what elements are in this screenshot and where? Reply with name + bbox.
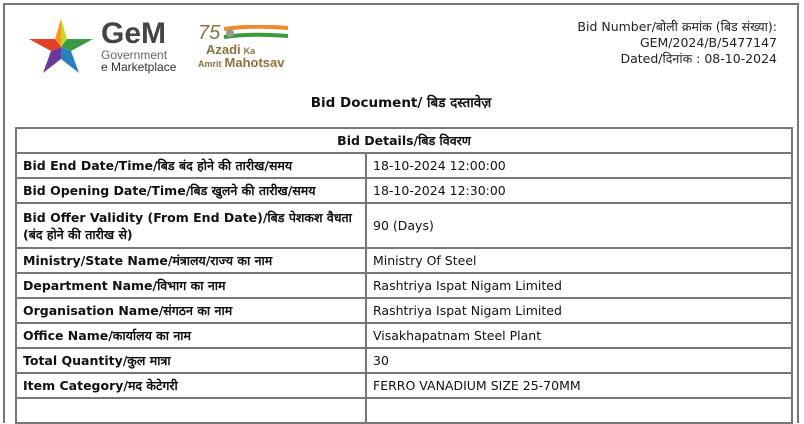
table-row [16,153,792,178]
azadi-number: 75 [198,22,221,44]
gem-logo-text: GeM [101,17,167,50]
gem-star-icon [27,17,95,75]
row-label: Bid Opening Date/Time/बिड खुलने की तारीख/समय [16,178,366,203]
row-label: Bid Offer Validity (From End Date)/बिड पेशकश वैधता (बंद होने की तारीख से) [16,203,366,248]
azadi-line1: Azadi [206,42,241,57]
gem-logo [27,17,176,75]
table-row [16,373,792,398]
table-row [16,298,792,323]
azadi-ka-amrit-mahotsav-logo [198,23,290,69]
gem-logo-sub1: Government [101,48,168,62]
row-value: FERRO VANADIUM SIZE 25-70MM [366,373,792,398]
row-label: Office Name/कार्यालय का नाम [16,323,366,348]
azadi-amrit: Amrit [198,59,222,69]
table-heading: Bid Details/बिड विवरण [16,128,792,153]
flag-icon [222,25,290,41]
azadi-mahotsav: Mahotsav [224,55,285,70]
row-value: 18-10-2024 12:30:00 [366,178,792,203]
dated-label: Dated/दिनांक : [620,51,701,66]
table-row [16,248,792,273]
row-value: 90 (Days) [366,203,792,248]
row-label: Department Name/विभाग का नाम [16,273,366,298]
bid-number-label: Bid Number/बोली क्रमांक (बिड संख्या): [577,19,777,34]
dated-value: 08-10-2024 [704,51,777,66]
table-row [16,203,792,248]
row-value: 18-10-2024 12:00:00 [366,153,792,178]
row-label: Item Category/मद केटेगरी [16,373,366,398]
row-label: Ministry/State Name/मंत्रालय/राज्य का नाम [16,248,366,273]
row-value: Ministry Of Steel [366,248,792,273]
table-row [16,398,792,423]
row-value: Rashtriya Ispat Nigam Limited [366,273,792,298]
row-label: Total Quantity/कुल मात्रा [16,348,366,373]
row-value: Rashtriya Ispat Nigam Limited [366,298,792,323]
bid-number: GEM/2024/B/5477147 [639,35,777,50]
table-row [16,348,792,373]
azadi-ka: Ka [243,46,256,56]
bid-details-table [15,127,793,424]
table-row [16,323,792,348]
bid-number-block [577,19,777,67]
table-row [16,178,792,203]
gem-logo-sub2: e Marketplace [101,60,177,74]
row-label: Bid End Date/Time/बिड बंद होने की तारीख/समय [16,153,366,178]
row-label: Organisation Name/संगठन का नाम [16,298,366,323]
document-title: Bid Document/ बिड दस्तावेज़ [310,95,492,111]
document-page [3,3,799,423]
row-value: 30 [366,348,792,373]
table-row [16,273,792,298]
row-value: Visakhapatnam Steel Plant [366,323,792,348]
